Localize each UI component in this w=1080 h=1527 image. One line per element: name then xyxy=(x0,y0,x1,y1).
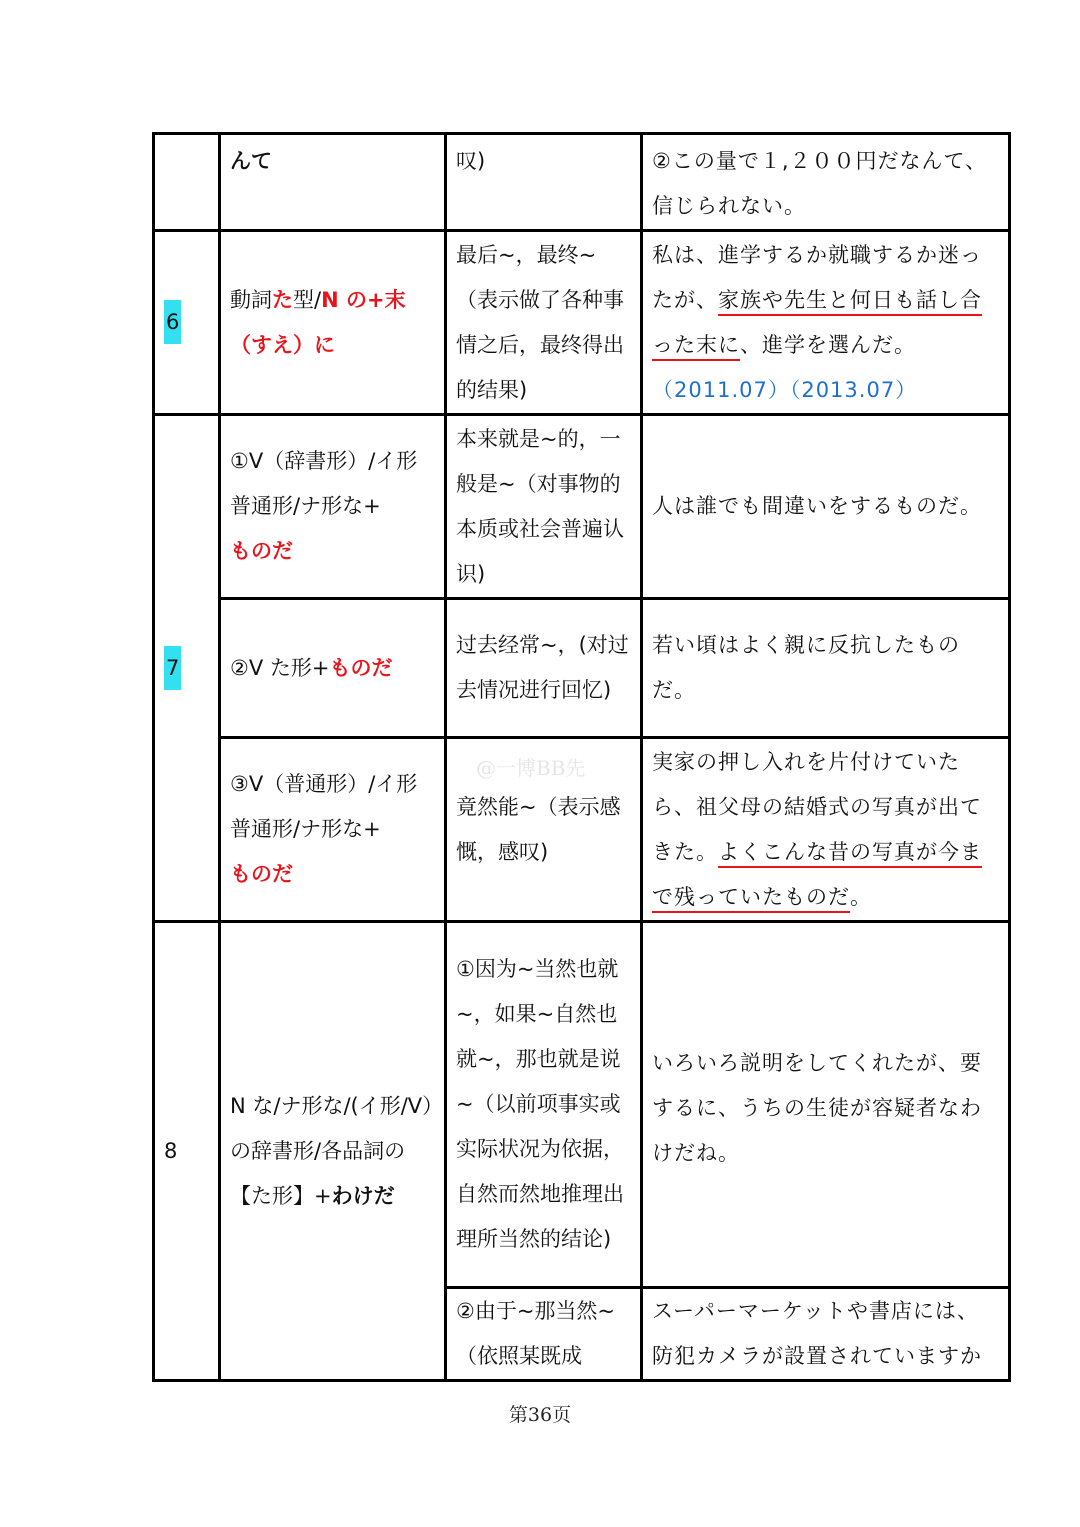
meaning-cell: 过去经常~，(对过去情况进行回忆) xyxy=(446,599,642,738)
example-cell xyxy=(642,738,1010,922)
form-highlight: ものだ xyxy=(230,539,293,563)
example-cell: ②この量で１,２００円だなんて、信じられない。 xyxy=(642,134,1010,231)
table-row xyxy=(154,415,1010,599)
meaning-cell: 最后~，最终~（表示做了各种事情之后，最终得出的结果) xyxy=(446,231,642,415)
example-cell: 若い頃はよく親に反抗したものだ。 xyxy=(642,599,1010,738)
meaning-cell: ①因为~当然也就~，如果~自然也就~，那也就是说~（以前项事实或实际状况为依据，自然而然地推理出理所当然的结论) xyxy=(446,922,642,1288)
meaning-cell: 竟然能~（表示感慨，感叹) xyxy=(446,738,642,922)
table-row xyxy=(154,599,1010,738)
example-text: 実家の押し入れを片付けていたら、祖父母の結婚式の写真が出てきた。 xyxy=(652,749,982,864)
table-row xyxy=(154,134,1010,231)
example-cell: スーパーマーケットや書店には、防犯カメラが設置されていますか xyxy=(642,1288,1010,1381)
form-cell xyxy=(220,231,446,415)
watermark: @一博BB先 xyxy=(476,756,586,780)
meaning-cell: 本来就是~的，一般是~（对事物的本质或社会普遍认识) xyxy=(446,415,642,599)
example-cell: いろいろ説明をしてくれたが、要するに、うちの生徒が容疑者なわけだね。 xyxy=(642,922,1010,1288)
row-number-cell xyxy=(154,415,220,922)
row-number-cell xyxy=(154,231,220,415)
meaning-cell: 叹) xyxy=(446,134,642,231)
example-text: 私は、進学するか就職するか迷ったが、 xyxy=(652,242,982,312)
row-number-highlight: 6 xyxy=(164,300,181,344)
row-number-highlight: 7 xyxy=(164,646,181,690)
form-highlight: 末 xyxy=(384,287,406,312)
form-cell xyxy=(220,415,446,599)
form-cell xyxy=(220,599,446,738)
form-highlight: た xyxy=(272,287,293,312)
form-text: ③V（普通形）/イ形普通形/ナ形な+ xyxy=(230,772,418,841)
form-highlight: ものだ xyxy=(230,862,293,886)
row-number-cell xyxy=(154,134,220,231)
form-highlight: （すえ）に xyxy=(230,332,335,357)
form-text: 型/ xyxy=(293,287,322,312)
table-row xyxy=(154,922,1010,1288)
form-text: N の+ xyxy=(321,287,385,312)
example-underlined: よくこんな昔の写真が今まで残っていたものだ xyxy=(652,839,982,909)
form-text: N な/ナ形な/(イ形/V）の辞書形/各品詞の【た形】+ xyxy=(230,1093,433,1208)
form-text: ①V（辞書形）/イ形普通形/ナ形な+ xyxy=(230,449,418,518)
example-text: 、進学を選んだ。 xyxy=(740,332,916,357)
form-cell xyxy=(220,922,446,1381)
form-text: ②V た形+ xyxy=(230,655,330,680)
example-cell: 人は誰でも間違いをするものだ。 xyxy=(642,415,1010,599)
example-underlined: 家族や先生と何日も話し合った末に xyxy=(652,287,982,357)
form-text: 動詞 xyxy=(230,287,272,312)
form-highlight: わけだ xyxy=(331,1183,395,1208)
exam-years: （2011.07）（2013.07） xyxy=(652,377,918,402)
form-cell: んて xyxy=(220,134,446,231)
meaning-cell: ②由于~那当然~（依照某既成 xyxy=(446,1288,642,1381)
form-cell xyxy=(220,738,446,922)
form-highlight: ものだ xyxy=(329,655,393,680)
table-row xyxy=(154,231,1010,415)
example-text: 。 xyxy=(850,884,872,909)
example-cell xyxy=(642,231,1010,415)
page-number: 第36页 xyxy=(508,1404,572,1426)
row-number-cell: 8 xyxy=(154,922,220,1381)
